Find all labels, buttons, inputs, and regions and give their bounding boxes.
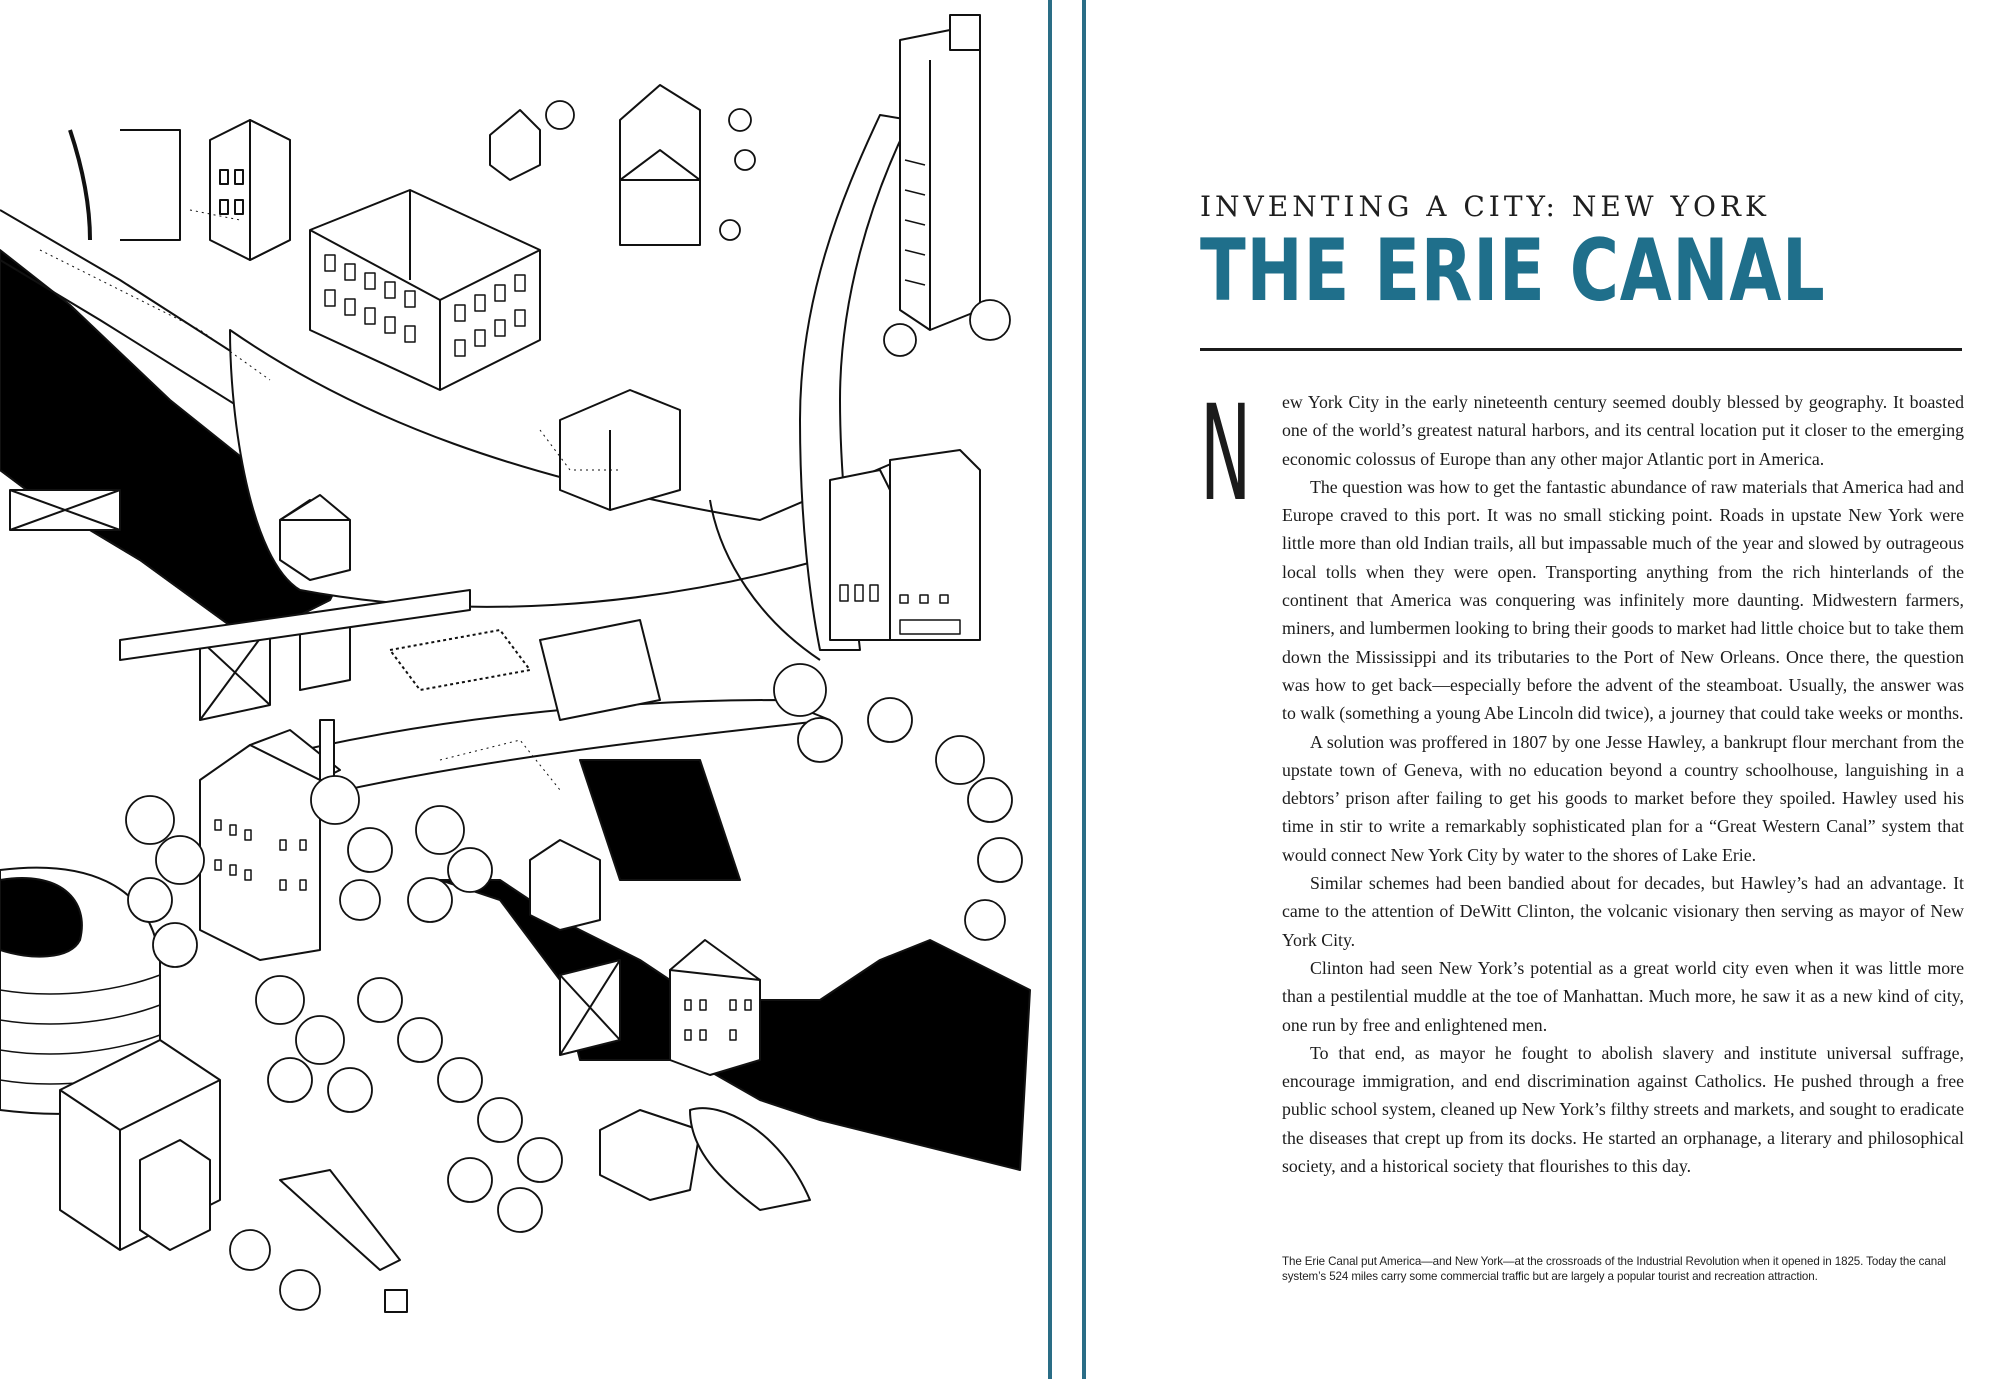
article-body: [1282, 388, 1964, 1180]
drop-cap: N: [1200, 377, 1252, 531]
building-tall-left: [210, 120, 290, 260]
gutter-rule-right: [1082, 0, 1086, 1379]
text-page: [1200, 0, 1970, 1379]
gutter-rule-left: [1048, 0, 1052, 1379]
title-divider: [1200, 348, 1962, 351]
paragraph: To that end, as mayor he fought to abolish slavery and institute universal suffrage, encourage immigration, and end discrimination against Catholics. He pushed through a free public school system, cleaned up New York’s filthy streets and markets, and sought to eradicate the diseases that crept up from its docks. He started an orphanage, a literary and philosophical society, and a historical society that flourishes to this day.: [1282, 1042, 1964, 1177]
paragraph: The question was how to get the fantastic abundance of raw materials that America had and Europe craved to this port. It was no small sticking point. Roads in upstate New York were little more than old Indian trails, all but impassable much of the year and slowed by outrageous local tolls when they were open. Transporting anything from the rich hinterlands of the continent that America was conquering was infinitely more daunting. Midwestern farmers, miners, and lumbermen looking to bring their goods to market had little choice but to take them down the Mississippi and its tributaries to the Port of New Orleans. Once there, the question was how to get back—especially before the advent of the steamboat. Usually, the answer was to walk (something a young Abe Lincoln did twice), a journey that could take weeks or months.: [1282, 476, 1964, 724]
chapter-kicker: INVENTING A CITY: NEW YORK: [1200, 190, 1770, 223]
lock-gate-lower: [560, 960, 620, 1055]
paragraph: ew York City in the early nineteenth century seemed doubly blessed by geography. It boasted one of the world’s greatest natural harbors, and its central location put it closer to the emerging economic colossus of Europe than any other major Atlantic port in America.: [1282, 392, 1964, 469]
building-lower-small: [140, 1140, 210, 1250]
house-upper: [620, 85, 700, 245]
building-tall-right: [900, 15, 980, 330]
page-title: THE ERIE CANAL: [1200, 221, 1826, 321]
paragraph: Similar schemes had been bandied about for decades, but Hawley’s had an advantage. It came to the attention of DeWitt Clinton, the volcanic visionary then serving as mayor of New York City.: [1282, 873, 1964, 950]
paragraph: Clinton had seen New York’s potential as a great world city even when it was little more than a pestilential muddle at the toe of Manhattan. Much more, he saw it as a new kind of city, one run by free and enlightened men.: [1282, 957, 1964, 1035]
buildings-right-row: [830, 450, 980, 640]
paragraph: A solution was proffered in 1807 by one Jesse Hawley, a bankrupt flour merchant from the upstate town of Geneva, with no education beyond a country schoolhouse, languishing in a debtors’ prison after failing to get his goods to market before they spoiled. Hawley used his time in stir to write a remarkably sophisticated plan for a “Great Western Canal” system that would connect New York City by water to the shores of Lake Erie.: [1282, 731, 1964, 865]
illustration-caption: The Erie Canal put America—and New York—at the crossroads of the Industrial Revolution when it opened in 1825. Today the canal system’s 524 miles carry some commercial traffic but are largely a popular tourist and recreation attraction.: [1282, 1255, 1946, 1283]
